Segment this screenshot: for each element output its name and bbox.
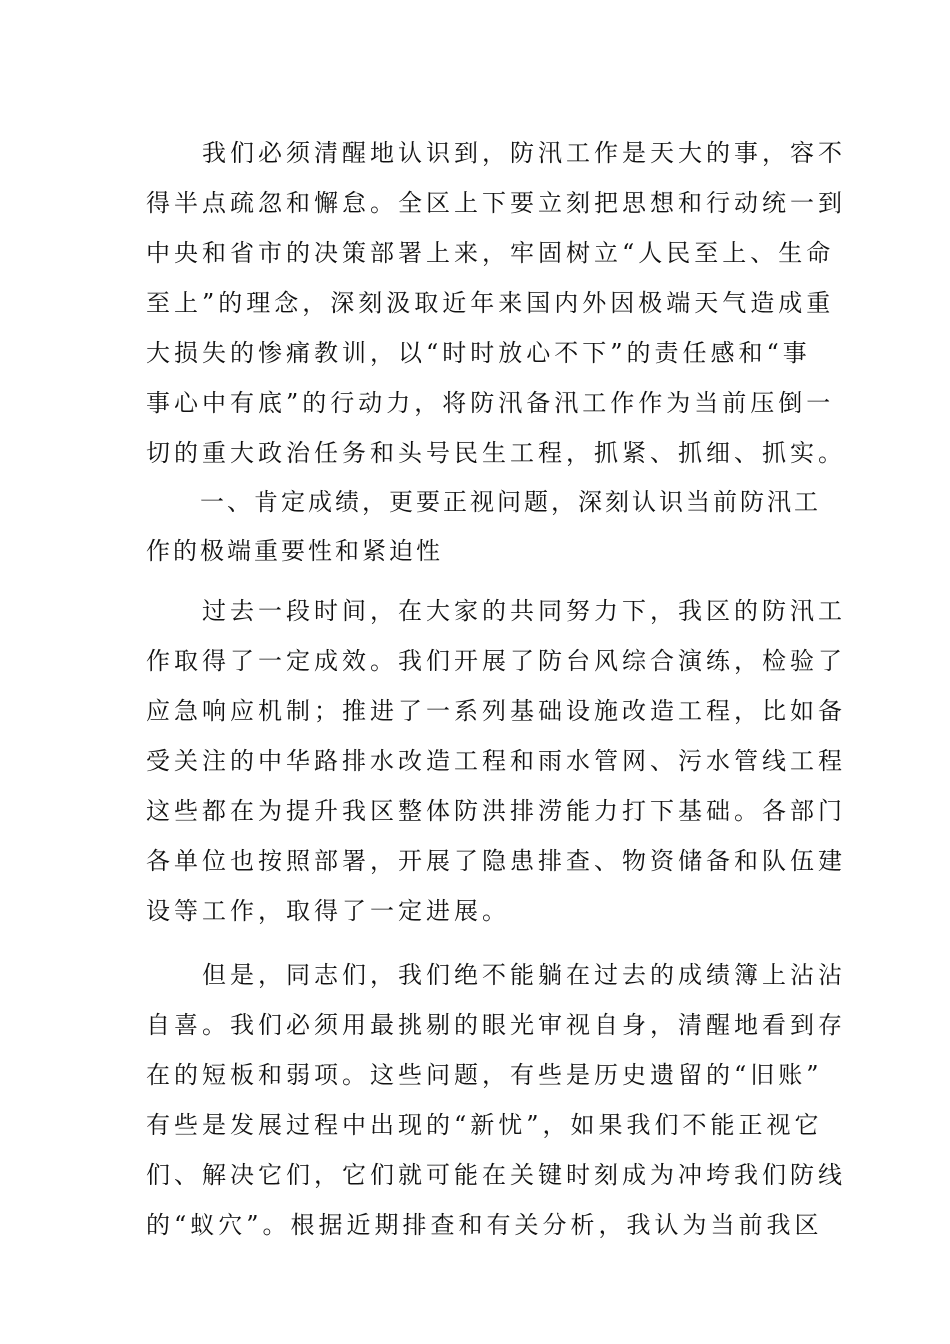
section-heading bbox=[146, 478, 821, 576]
text-line: 但是，同志们，我们绝不能躺在过去的成绩簿上沾沾 bbox=[146, 961, 846, 989]
heading-line: 作的极端重要性和紧迫性 bbox=[146, 537, 443, 565]
text-line: 这些都在为提升我区整体防洪排涝能力打下基础。各部门 bbox=[146, 797, 846, 825]
paragraph-intro bbox=[146, 128, 846, 478]
text-line: 有些是发展过程中出现的“新忧”，如果我们不能正视它 bbox=[146, 1111, 823, 1139]
text-line: 各单位也按照部署，开展了隐患排查、物资储备和队伍建 bbox=[146, 847, 846, 875]
text-line: 的“蚁穴”。根据近期排查和有关分析，我认为当前我区 bbox=[146, 1211, 823, 1239]
text-line: 作取得了一定成效。我们开展了防台风综合演练，检验了 bbox=[146, 647, 846, 675]
text-line: 事心中有底”的行动力，将防汛备汛工作作为当前压倒一 bbox=[146, 389, 835, 417]
text-line: 过去一段时间，在大家的共同努力下，我区的防汛工 bbox=[146, 597, 846, 625]
text-line: 我们必须清醒地认识到，防汛工作是天大的事，容不 bbox=[146, 139, 846, 167]
text-line: 在的短板和弱项。这些问题，有些是历史遗留的“旧账” bbox=[146, 1061, 823, 1089]
text-line: 至上”的理念，深刻汲取近年来国内外因极端天气造成重 bbox=[146, 289, 835, 317]
text-line: 受关注的中华路排水改造工程和雨水管网、污水管线工程 bbox=[146, 747, 846, 775]
document-page bbox=[146, 128, 846, 1250]
text-line: 中央和省市的决策部署上来，牢固树立“人民至上、生命 bbox=[146, 239, 835, 267]
heading-line: 一、肯定成绩，更要正视问题，深刻认识当前防汛工 bbox=[146, 488, 821, 516]
text-line: 们、解决它们，它们就可能在关键时刻成为冲垮我们防线 bbox=[146, 1161, 846, 1189]
paragraph-achievements bbox=[146, 586, 846, 936]
text-line: 得半点疏忽和懈怠。全区上下要立刻把思想和行动统一到 bbox=[146, 189, 846, 217]
text-line: 应急响应机制；推进了一系列基础设施改造工程，比如备 bbox=[146, 697, 846, 725]
text-line: 自喜。我们必须用最挑剔的眼光审视自身，清醒地看到存 bbox=[146, 1011, 846, 1039]
paragraph-problems bbox=[146, 950, 846, 1250]
text-line: 切的重大政治任务和头号民生工程，抓紧、抓细、抓实。 bbox=[146, 439, 846, 467]
text-line: 设等工作，取得了一定进展。 bbox=[146, 897, 510, 925]
text-line: 大损失的惨痛教训，以“时时放心不下”的责任感和“事 bbox=[146, 339, 811, 367]
